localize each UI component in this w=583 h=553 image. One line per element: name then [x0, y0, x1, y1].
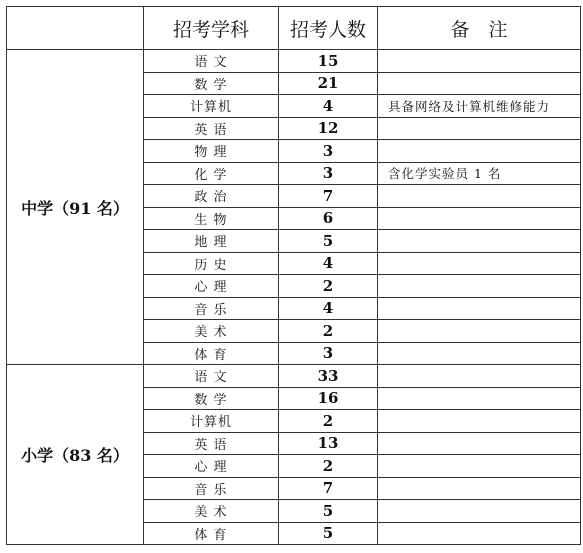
note-cell: [378, 455, 581, 478]
recruitment-table: [6, 6, 581, 545]
note-cell: 含化学实验员 1 名: [378, 162, 581, 185]
level-label: 中学（91 名）: [7, 50, 144, 365]
subject-cell: 美 术: [144, 320, 279, 343]
count-cell: 2: [279, 455, 378, 478]
note-cell: [378, 410, 581, 433]
subject-cell: 体 育: [144, 342, 279, 365]
subject-cell: 政 治: [144, 185, 279, 208]
subject-cell: 历 史: [144, 252, 279, 275]
note-cell: [378, 297, 581, 320]
header-subject: 招考学科: [144, 7, 279, 50]
count-cell: 2: [279, 275, 378, 298]
note-cell: [378, 342, 581, 365]
note-cell: [378, 320, 581, 343]
count-cell: 5: [279, 522, 378, 545]
count-cell: 3: [279, 342, 378, 365]
note-cell: [378, 275, 581, 298]
count-cell: 3: [279, 162, 378, 185]
subject-cell: 生 物: [144, 207, 279, 230]
count-cell: 7: [279, 477, 378, 500]
count-cell: 4: [279, 297, 378, 320]
note-cell: [378, 387, 581, 410]
subject-cell: 计算机: [144, 410, 279, 433]
count-cell: 12: [279, 117, 378, 140]
note-cell: [378, 230, 581, 253]
subject-cell: 体 育: [144, 522, 279, 545]
count-cell: 15: [279, 50, 378, 73]
table-row: [7, 365, 581, 388]
table-body: [7, 50, 581, 545]
subject-cell: 英 语: [144, 117, 279, 140]
table-row: [7, 50, 581, 73]
subject-cell: 化 学: [144, 162, 279, 185]
subject-cell: 地 理: [144, 230, 279, 253]
note-cell: 具备网络及计算机维修能力: [378, 95, 581, 118]
header-level: [7, 7, 144, 50]
note-cell: [378, 185, 581, 208]
count-cell: 5: [279, 500, 378, 523]
count-cell: 3: [279, 140, 378, 163]
header-note: 备 注: [378, 7, 581, 50]
count-cell: 21: [279, 72, 378, 95]
note-cell: [378, 252, 581, 275]
count-cell: 2: [279, 410, 378, 433]
count-cell: 7: [279, 185, 378, 208]
note-cell: [378, 117, 581, 140]
subject-cell: 数 学: [144, 387, 279, 410]
note-cell: [378, 365, 581, 388]
note-cell: [378, 140, 581, 163]
subject-cell: 物 理: [144, 140, 279, 163]
count-cell: 16: [279, 387, 378, 410]
note-cell: [378, 207, 581, 230]
count-cell: 6: [279, 207, 378, 230]
subject-cell: 数 学: [144, 72, 279, 95]
subject-cell: 心 理: [144, 455, 279, 478]
note-cell: [378, 432, 581, 455]
header-count: 招考人数: [279, 7, 378, 50]
note-cell: [378, 477, 581, 500]
count-cell: 13: [279, 432, 378, 455]
note-cell: [378, 522, 581, 545]
subject-cell: 音 乐: [144, 477, 279, 500]
header-row: [7, 7, 581, 50]
note-cell: [378, 72, 581, 95]
subject-cell: 美 术: [144, 500, 279, 523]
subject-cell: 语 文: [144, 365, 279, 388]
subject-cell: 音 乐: [144, 297, 279, 320]
count-cell: 2: [279, 320, 378, 343]
count-cell: 4: [279, 252, 378, 275]
note-cell: [378, 50, 581, 73]
subject-cell: 语 文: [144, 50, 279, 73]
subject-cell: 心 理: [144, 275, 279, 298]
count-cell: 33: [279, 365, 378, 388]
subject-cell: 计算机: [144, 95, 279, 118]
note-cell: [378, 500, 581, 523]
count-cell: 5: [279, 230, 378, 253]
level-label: 小学（83 名）: [7, 365, 144, 545]
count-cell: 4: [279, 95, 378, 118]
subject-cell: 英 语: [144, 432, 279, 455]
